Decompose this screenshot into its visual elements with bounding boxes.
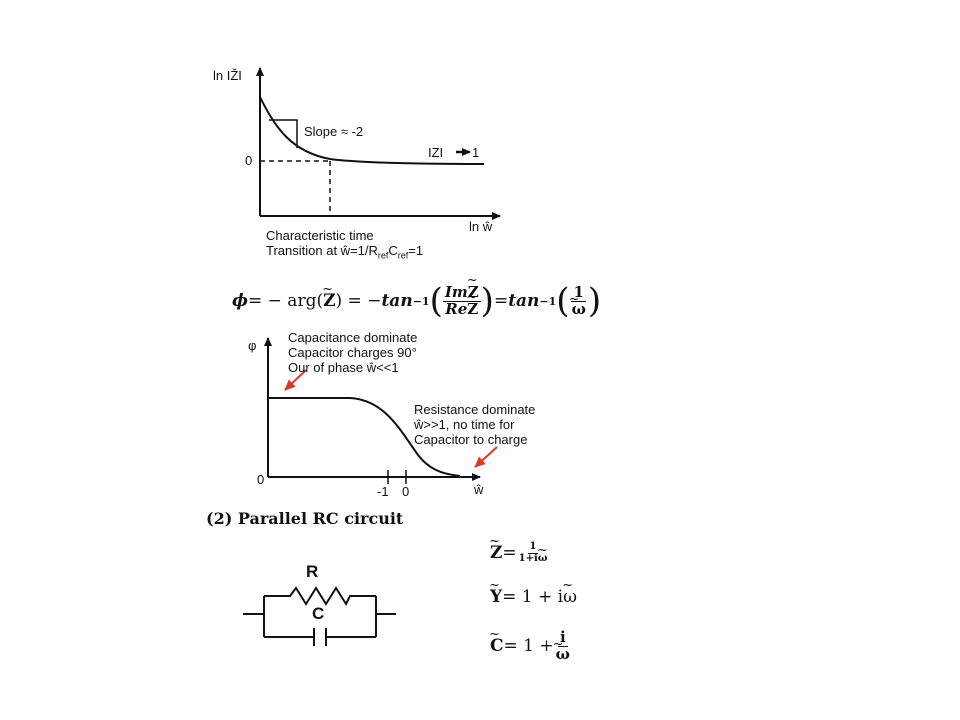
- resistance-note: [414, 402, 535, 447]
- c-rhs: = 1 +: [503, 636, 554, 656]
- eq-paren-open-2: (: [556, 281, 570, 321]
- resistance-note-line: Capacitor to charge: [414, 432, 528, 447]
- eq-z-3: ~ Z: [467, 300, 478, 318]
- slope-label: Slope ≈ -2: [304, 124, 364, 139]
- z-den-text: 1+i: [518, 552, 538, 564]
- eq-one: 1: [573, 282, 584, 301]
- phase-y-axis-label: φ: [248, 338, 257, 353]
- y-rhs: = 1 + i: [502, 587, 564, 607]
- admittance-equation: [490, 584, 577, 610]
- eq-fraction-im-re: [443, 282, 481, 318]
- impedance-curve: [260, 97, 484, 164]
- eq-im: Im: [444, 282, 468, 301]
- resistance-arrow: [475, 447, 497, 467]
- c-denominator: ~ ω: [554, 647, 572, 663]
- eq-re: Re: [445, 299, 468, 318]
- resistor-label: R: [306, 562, 319, 581]
- limit-value: 1: [472, 145, 480, 160]
- eq-frac-denominator: [443, 299, 480, 318]
- eq-inv-1: −1: [412, 294, 430, 308]
- phase-origin-label: 0: [257, 472, 265, 487]
- capacitance-equation: [490, 626, 572, 666]
- eq-fraction-one-omega: [570, 282, 588, 318]
- eq-paren-close-1: ): [480, 281, 494, 321]
- z-equals: =: [502, 543, 517, 563]
- z-fraction: [517, 542, 550, 564]
- eq-paren-open-1: (: [429, 281, 443, 321]
- caption-ref-subscript-2: ref: [397, 250, 409, 261]
- eq-z-2: ~ Z: [468, 283, 479, 301]
- z-numerator: 1: [529, 541, 537, 552]
- resistance-note-line: ŵ>>1, no time for: [414, 417, 515, 432]
- caption-c: C: [388, 243, 398, 258]
- capacitor-label: C: [312, 604, 325, 623]
- z-lhs: ~ Z: [490, 543, 502, 563]
- y-omega: ~ ω: [563, 587, 577, 607]
- eq-equals: =: [493, 291, 509, 311]
- z-den-omega: ~ ω: [538, 553, 548, 564]
- section-title: (2) Parallel RC circuit: [206, 509, 404, 528]
- eq-paren-close-2: ): [587, 281, 602, 321]
- caption-characteristic-time: Characteristic time: [266, 228, 374, 243]
- impedance-y-axis-label: ln IŽI: [213, 68, 242, 83]
- caption-transition: [266, 243, 423, 264]
- eq-eq-part: ) = −: [335, 291, 382, 311]
- resistance-note-line: Resistance dominate: [414, 402, 536, 417]
- eq-tan-2: tan: [508, 291, 540, 311]
- capacitance-note-line: Capacitance dominate: [288, 330, 418, 345]
- y-lhs: ~ Y: [490, 587, 502, 607]
- capacitance-note-line: Capacitor charges 90°: [288, 345, 417, 360]
- impedance-equation: [490, 538, 549, 568]
- resistor-symbol: [264, 588, 376, 604]
- phase-tick-zero: 0: [402, 484, 410, 499]
- eq-arg-part: = − arg(: [248, 291, 324, 311]
- eq-z-1: ~ Z: [323, 291, 335, 311]
- eq-phi: ϕ: [232, 291, 249, 311]
- capacitance-note: [288, 330, 417, 375]
- eq-omega: ~ ω: [570, 302, 588, 318]
- capacitance-note-line: Our of phase ŵ<<1: [288, 360, 399, 375]
- c-numerator: i: [559, 627, 566, 646]
- phase-tick-minus-one: -1: [377, 484, 389, 499]
- phase-x-axis-label: ŵ: [474, 482, 484, 497]
- c-fraction: [554, 627, 572, 663]
- phase-equation: [232, 281, 601, 321]
- eq-inv-2: −1: [539, 294, 557, 308]
- limit-label: IZI: [428, 145, 444, 160]
- caption-suffix: =1: [408, 243, 424, 258]
- impedance-plot-axes: [260, 68, 500, 216]
- caption-ref-subscript-1: ref: [377, 250, 389, 261]
- c-lhs: ~ C: [490, 636, 504, 656]
- impedance-x-axis-label: ln ŵ: [469, 219, 493, 234]
- eq-tan-1: tan: [381, 291, 413, 311]
- impedance-y-zero-tick: 0: [245, 153, 253, 168]
- z-denominator: [517, 554, 550, 565]
- caption-transition-prefix: Transition at ŵ=1/R: [266, 243, 378, 258]
